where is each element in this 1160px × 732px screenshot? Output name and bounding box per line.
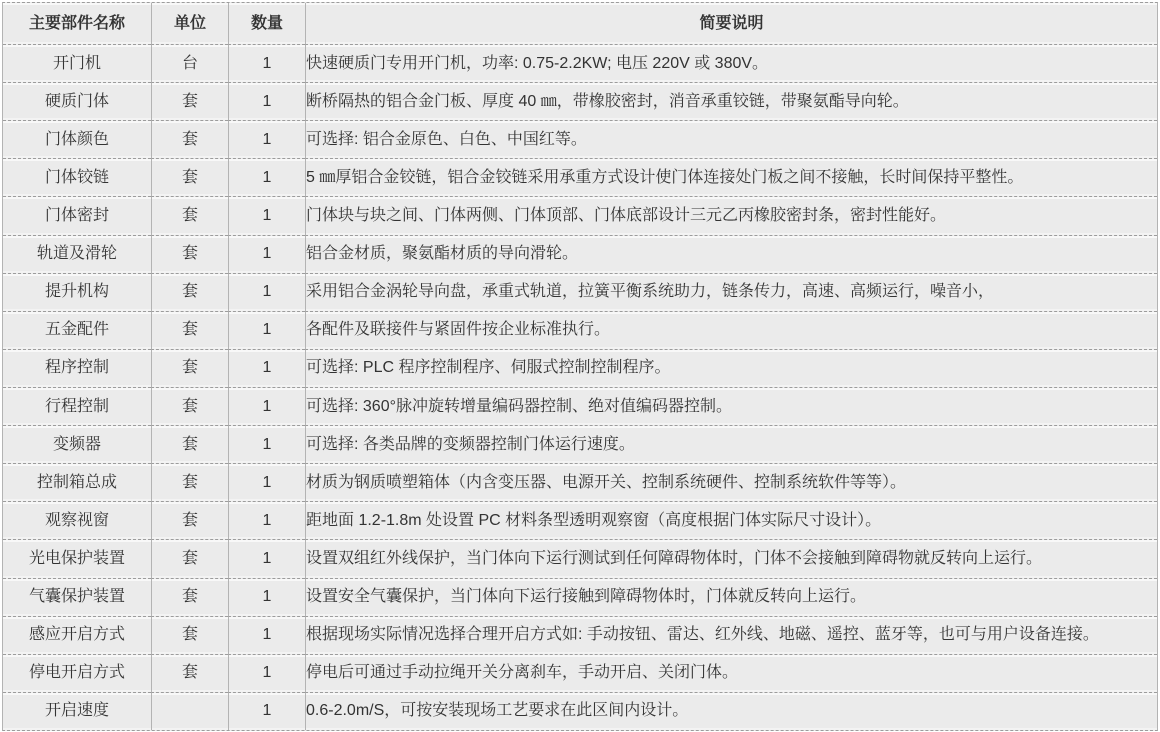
table-row: [3, 387, 1157, 425]
unit-cell: 台: [151, 44, 228, 82]
description-cell: 停电后可通过手动拉绳开关分离刹车，手动开启、关闭门体。: [305, 654, 1157, 692]
component-name-cell: 停电开启方式: [3, 654, 151, 692]
description-cell: 设置双组红外线保护，当门体向下运行测试到任何障碍物体时，门体不会接触到障碍物就反转向上运行。: [305, 539, 1157, 577]
description-cell: 可选择: 铝合金原色、白色、中国红等。: [305, 120, 1157, 158]
description-cell: 0.6-2.0m/S，可按安装现场工艺要求在此区间内设计。: [305, 692, 1157, 730]
unit-cell: 套: [151, 235, 228, 273]
column-header-desc: 简要说明: [305, 3, 1157, 44]
unit-cell: 套: [151, 654, 228, 692]
unit-cell: 套: [151, 387, 228, 425]
component-name-cell: 观察视窗: [3, 501, 151, 539]
table-row: [3, 425, 1157, 463]
description-cell: 采用铝合金涡轮导向盘，承重式轨道，拉簧平衡系统助力，链条传力，高速、高频运行，噪音小，: [305, 273, 1157, 311]
table-row: [3, 273, 1157, 311]
component-name-cell: 程序控制: [3, 349, 151, 387]
quantity-cell: 1: [228, 654, 305, 692]
quantity-cell: 1: [228, 273, 305, 311]
description-cell: 材质为钢质喷塑箱体（内含变压器、电源开关、控制系统硬件、控制系统软件等等）。: [305, 463, 1157, 501]
unit-cell: 套: [151, 273, 228, 311]
quantity-cell: 1: [228, 387, 305, 425]
quantity-cell: 1: [228, 501, 305, 539]
description-cell: 快速硬质门专用开门机，功率: 0.75-2.2KW; 电压 220V 或 380V。: [305, 44, 1157, 82]
component-name-cell: 门体颜色: [3, 120, 151, 158]
component-name-cell: 硬质门体: [3, 82, 151, 120]
table-row: [3, 82, 1157, 120]
component-name-cell: 五金配件: [3, 311, 151, 349]
unit-cell: 套: [151, 616, 228, 654]
column-header-name: 主要部件名称: [3, 3, 151, 44]
table-row: [3, 349, 1157, 387]
quantity-cell: 1: [228, 578, 305, 616]
quantity-cell: 1: [228, 349, 305, 387]
table-row: [3, 44, 1157, 82]
unit-cell: 套: [151, 578, 228, 616]
quantity-cell: 1: [228, 692, 305, 730]
table-row: [3, 501, 1157, 539]
component-name-cell: 轨道及滑轮: [3, 235, 151, 273]
component-name-cell: 行程控制: [3, 387, 151, 425]
description-cell: 门体块与块之间、门体两侧、门体顶部、门体底部设计三元乙丙橡胶密封条，密封性能好。: [305, 196, 1157, 234]
component-name-cell: 开启速度: [3, 692, 151, 730]
table-body: [3, 44, 1157, 730]
unit-cell: 套: [151, 120, 228, 158]
description-cell: 5 ㎜厚铝合金铰链，铝合金铰链采用承重方式设计使门体连接处门板之间不接触，长时间保持平整性。: [305, 158, 1157, 196]
quantity-cell: 1: [228, 120, 305, 158]
table-row: [3, 463, 1157, 501]
unit-cell: 套: [151, 463, 228, 501]
description-cell: 设置安全气囊保护，当门体向下运行接触到障碍物体时，门体就反转向上运行。: [305, 578, 1157, 616]
quantity-cell: 1: [228, 196, 305, 234]
component-name-cell: 提升机构: [3, 273, 151, 311]
unit-cell: 套: [151, 311, 228, 349]
unit-cell: 套: [151, 196, 228, 234]
quantity-cell: 1: [228, 44, 305, 82]
table-row: [3, 120, 1157, 158]
component-name-cell: 感应开启方式: [3, 616, 151, 654]
description-cell: 距地面 1.2-1.8m 处设置 PC 材料条型透明观察窗（高度根据门体实际尺寸设计）。: [305, 501, 1157, 539]
description-cell: 断桥隔热的铝合金门板、厚度 40 ㎜，带橡胶密封，消音承重铰链，带聚氨酯导向轮。: [305, 82, 1157, 120]
quantity-cell: 1: [228, 82, 305, 120]
quantity-cell: 1: [228, 425, 305, 463]
description-cell: 可选择: PLC 程序控制程序、伺服式控制控制程序。: [305, 349, 1157, 387]
column-header-unit: 单位: [151, 3, 228, 44]
table-row: [3, 158, 1157, 196]
unit-cell: 套: [151, 349, 228, 387]
description-cell: 根据现场实际情况选择合理开启方式如: 手动按钮、雷达、红外线、地磁、遥控、蓝牙等，也可与用户设备连接。: [305, 616, 1157, 654]
component-name-cell: 门体密封: [3, 196, 151, 234]
description-cell: 可选择: 各类品牌的变频器控制门体运行速度。: [305, 425, 1157, 463]
component-name-cell: 气囊保护装置: [3, 578, 151, 616]
header-row: [3, 3, 1157, 44]
quantity-cell: 1: [228, 616, 305, 654]
table-row: [3, 692, 1157, 730]
unit-cell: 套: [151, 501, 228, 539]
unit-cell: [151, 692, 228, 730]
table-row: [3, 654, 1157, 692]
component-name-cell: 变频器: [3, 425, 151, 463]
quantity-cell: 1: [228, 235, 305, 273]
table-row: [3, 539, 1157, 577]
quantity-cell: 1: [228, 311, 305, 349]
description-cell: 各配件及联接件与紧固件按企业标准执行。: [305, 311, 1157, 349]
table-row: [3, 616, 1157, 654]
component-name-cell: 开门机: [3, 44, 151, 82]
quantity-cell: 1: [228, 539, 305, 577]
unit-cell: 套: [151, 82, 228, 120]
description-cell: 可选择: 360°脉冲旋转增量编码器控制、绝对值编码器控制。: [305, 387, 1157, 425]
component-name-cell: 光电保护装置: [3, 539, 151, 577]
table-row: [3, 235, 1157, 273]
table-row: [3, 311, 1157, 349]
unit-cell: 套: [151, 539, 228, 577]
quantity-cell: 1: [228, 463, 305, 501]
column-header-qty: 数量: [228, 3, 305, 44]
unit-cell: 套: [151, 425, 228, 463]
component-name-cell: 控制箱总成: [3, 463, 151, 501]
quantity-cell: 1: [228, 158, 305, 196]
unit-cell: 套: [151, 158, 228, 196]
description-cell: 铝合金材质，聚氨酯材质的导向滑轮。: [305, 235, 1157, 273]
table-row: [3, 196, 1157, 234]
components-spec-table: [2, 2, 1158, 731]
component-name-cell: 门体铰链: [3, 158, 151, 196]
table-row: [3, 578, 1157, 616]
